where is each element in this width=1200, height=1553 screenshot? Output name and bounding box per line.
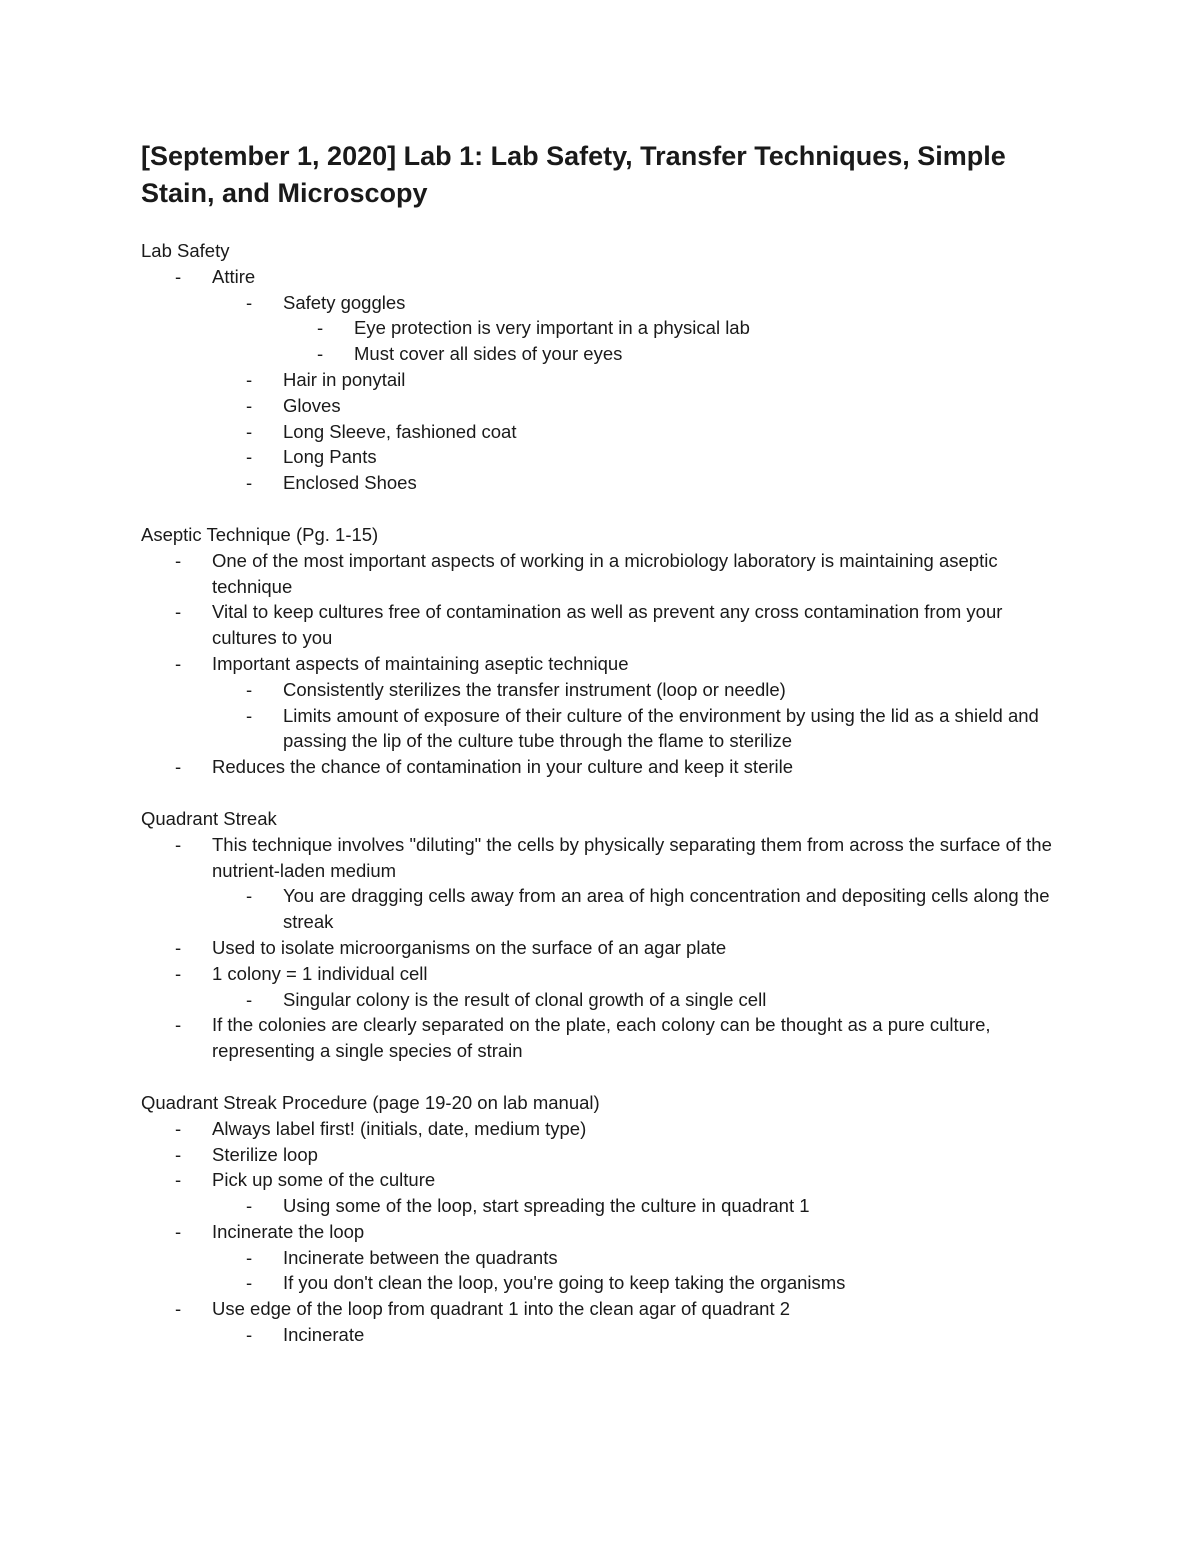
bullet-dash: - (246, 446, 253, 468)
list-item (212, 1245, 1061, 1271)
list-item-text: Safety goggles (283, 291, 406, 313)
bullet-list-level-1 (141, 1116, 1061, 1348)
section-heading: Quadrant Streak Procedure (page 19-20 on lab manual) (141, 1091, 600, 1113)
document-body (141, 238, 1061, 1374)
list-item (141, 599, 1061, 651)
bullet-list-level-2 (212, 677, 1061, 754)
list-item (141, 754, 1061, 780)
bullet-dash: - (246, 885, 253, 907)
section (141, 238, 1061, 496)
bullet-dash: - (175, 1298, 182, 1320)
bullet-list-level-2 (212, 1322, 1061, 1348)
section (141, 1090, 1061, 1348)
list-item (141, 1296, 1061, 1322)
section (141, 806, 1061, 1064)
list-item-text: Singular colony is the result of clonal growth of a single cell (283, 988, 767, 1010)
bullet-dash: - (175, 652, 182, 674)
bullet-dash: - (175, 756, 182, 778)
list-item (212, 419, 1061, 445)
list-item-text: Attire (212, 265, 256, 287)
section-heading: Aseptic Technique (Pg. 1-15) (141, 523, 379, 545)
nested-list-container (141, 1193, 1061, 1219)
list-item (212, 1270, 1061, 1296)
bullet-list-level-1 (141, 548, 1061, 780)
bullet-dash: - (246, 420, 253, 442)
list-item (212, 883, 1061, 935)
bullet-dash: - (175, 936, 182, 958)
list-item (141, 1012, 1061, 1064)
list-item (212, 470, 1061, 496)
list-item-text: This technique involves "diluting" the cells by physically separating them from across the surface of the nutrient-laden medium (212, 833, 1052, 881)
bullet-dash: - (246, 1324, 253, 1346)
list-item-text: Limits amount of exposure of their culture of the environment by using the lid as a shield and passing the lip of the culture tube through the flame to sterilize (283, 704, 1039, 752)
bullet-dash: - (246, 368, 253, 390)
list-item-text: Always label first! (initials, date, medium type) (212, 1117, 587, 1139)
list-item-text: Consistently sterilizes the transfer instrument (loop or needle) (283, 678, 786, 700)
list-item (212, 987, 1061, 1013)
bullet-dash: - (175, 549, 182, 571)
bullet-dash: - (317, 317, 324, 339)
list-item (141, 1116, 1061, 1142)
nested-list-container (141, 1245, 1061, 1297)
bullet-dash: - (175, 833, 182, 855)
bullet-list-level-1 (141, 264, 1061, 496)
list-item (212, 367, 1061, 393)
bullet-list-level-1 (141, 832, 1061, 1064)
list-item-text: Hair in ponytail (283, 368, 406, 390)
list-item (212, 1193, 1061, 1219)
list-item-text: Incinerate (283, 1324, 365, 1346)
bullet-dash: - (175, 265, 182, 287)
list-item (141, 832, 1061, 884)
list-item (141, 961, 1061, 987)
list-item-text: Incinerate the loop (212, 1220, 365, 1242)
list-item (212, 677, 1061, 703)
bullet-dash: - (246, 1195, 253, 1217)
bullet-dash: - (246, 472, 253, 494)
list-item-text: Using some of the loop, start spreading the culture in quadrant 1 (283, 1195, 810, 1217)
list-item-text: If the colonies are clearly separated on the plate, each colony can be thought as a pure culture, representing a single species of strain (212, 1014, 991, 1062)
list-item-text: If you don't clean the loop, you're going to keep taking the organisms (283, 1272, 846, 1294)
bullet-list-level-2 (212, 1245, 1061, 1297)
bullet-list-level-2 (212, 987, 1061, 1013)
list-item-text: Vital to keep cultures free of contamination as well as prevent any cross contamination from your cultures to you (212, 601, 1003, 649)
list-item-text: One of the most important aspects of working in a microbiology laboratory is maintaining aseptic technique (212, 549, 998, 597)
bullet-dash: - (175, 1117, 182, 1139)
list-item (141, 1167, 1061, 1193)
bullet-list-level-2 (212, 1193, 1061, 1219)
list-item-text: Gloves (283, 394, 341, 416)
bullet-list-level-3 (283, 315, 1061, 367)
list-item-text: Important aspects of maintaining aseptic technique (212, 652, 629, 674)
nested-list-container (212, 315, 1061, 367)
list-item (212, 444, 1061, 470)
list-item (141, 1142, 1061, 1168)
bullet-dash: - (246, 988, 253, 1010)
list-item (212, 703, 1061, 755)
list-item-text: Enclosed Shoes (283, 472, 417, 494)
bullet-dash: - (175, 1143, 182, 1165)
list-item-text: Long Pants (283, 446, 377, 468)
list-item (283, 315, 1061, 341)
bullet-dash: - (246, 704, 253, 726)
bullet-dash: - (317, 343, 324, 365)
list-item-text: Incinerate between the quadrants (283, 1246, 558, 1268)
bullet-dash: - (175, 962, 182, 984)
list-item (283, 341, 1061, 367)
list-item-text: Sterilize loop (212, 1143, 318, 1165)
list-item-text: Pick up some of the culture (212, 1169, 436, 1191)
list-item (141, 651, 1061, 677)
page-title: [September 1, 2020] Lab 1: Lab Safety, Transfer Techniques, Simple Stain, and Microscopy (141, 141, 1006, 208)
list-item (141, 1219, 1061, 1245)
bullet-dash: - (175, 1014, 182, 1036)
list-item (141, 264, 1061, 290)
list-item-text: Long Sleeve, fashioned coat (283, 420, 517, 442)
bullet-list-level-2 (212, 883, 1061, 935)
bullet-dash: - (175, 601, 182, 623)
section-heading: Quadrant Streak (141, 807, 277, 829)
list-item-text: Reduces the chance of contamination in your culture and keep it sterile (212, 756, 794, 778)
list-item-text: Must cover all sides of your eyes (354, 343, 623, 365)
list-item (212, 290, 1061, 316)
bullet-dash: - (246, 678, 253, 700)
bullet-list-level-2 (212, 290, 1061, 496)
bullet-dash: - (246, 1246, 253, 1268)
nested-list-container (141, 677, 1061, 754)
section (141, 522, 1061, 780)
bullet-dash: - (175, 1169, 182, 1191)
nested-list-container (141, 987, 1061, 1013)
list-item (212, 1322, 1061, 1348)
list-item-text: Use edge of the loop from quadrant 1 into the clean agar of quadrant 2 (212, 1298, 791, 1320)
list-item-text: Eye protection is very important in a physical lab (354, 317, 750, 339)
list-item-text: You are dragging cells away from an area of high concentration and depositing cells along the streak (283, 885, 1050, 933)
list-item (141, 935, 1061, 961)
list-item (212, 393, 1061, 419)
bullet-dash: - (175, 1220, 182, 1242)
list-item-text: 1 colony = 1 individual cell (212, 962, 428, 984)
bullet-dash: - (246, 1272, 253, 1294)
nested-list-container (141, 883, 1061, 935)
bullet-dash: - (246, 291, 253, 313)
list-item (141, 548, 1061, 600)
nested-list-container (141, 1322, 1061, 1348)
section-heading: Lab Safety (141, 240, 230, 261)
bullet-dash: - (246, 394, 253, 416)
list-item-text: Used to isolate microorganisms on the surface of an agar plate (212, 936, 727, 958)
nested-list-container (141, 290, 1061, 496)
